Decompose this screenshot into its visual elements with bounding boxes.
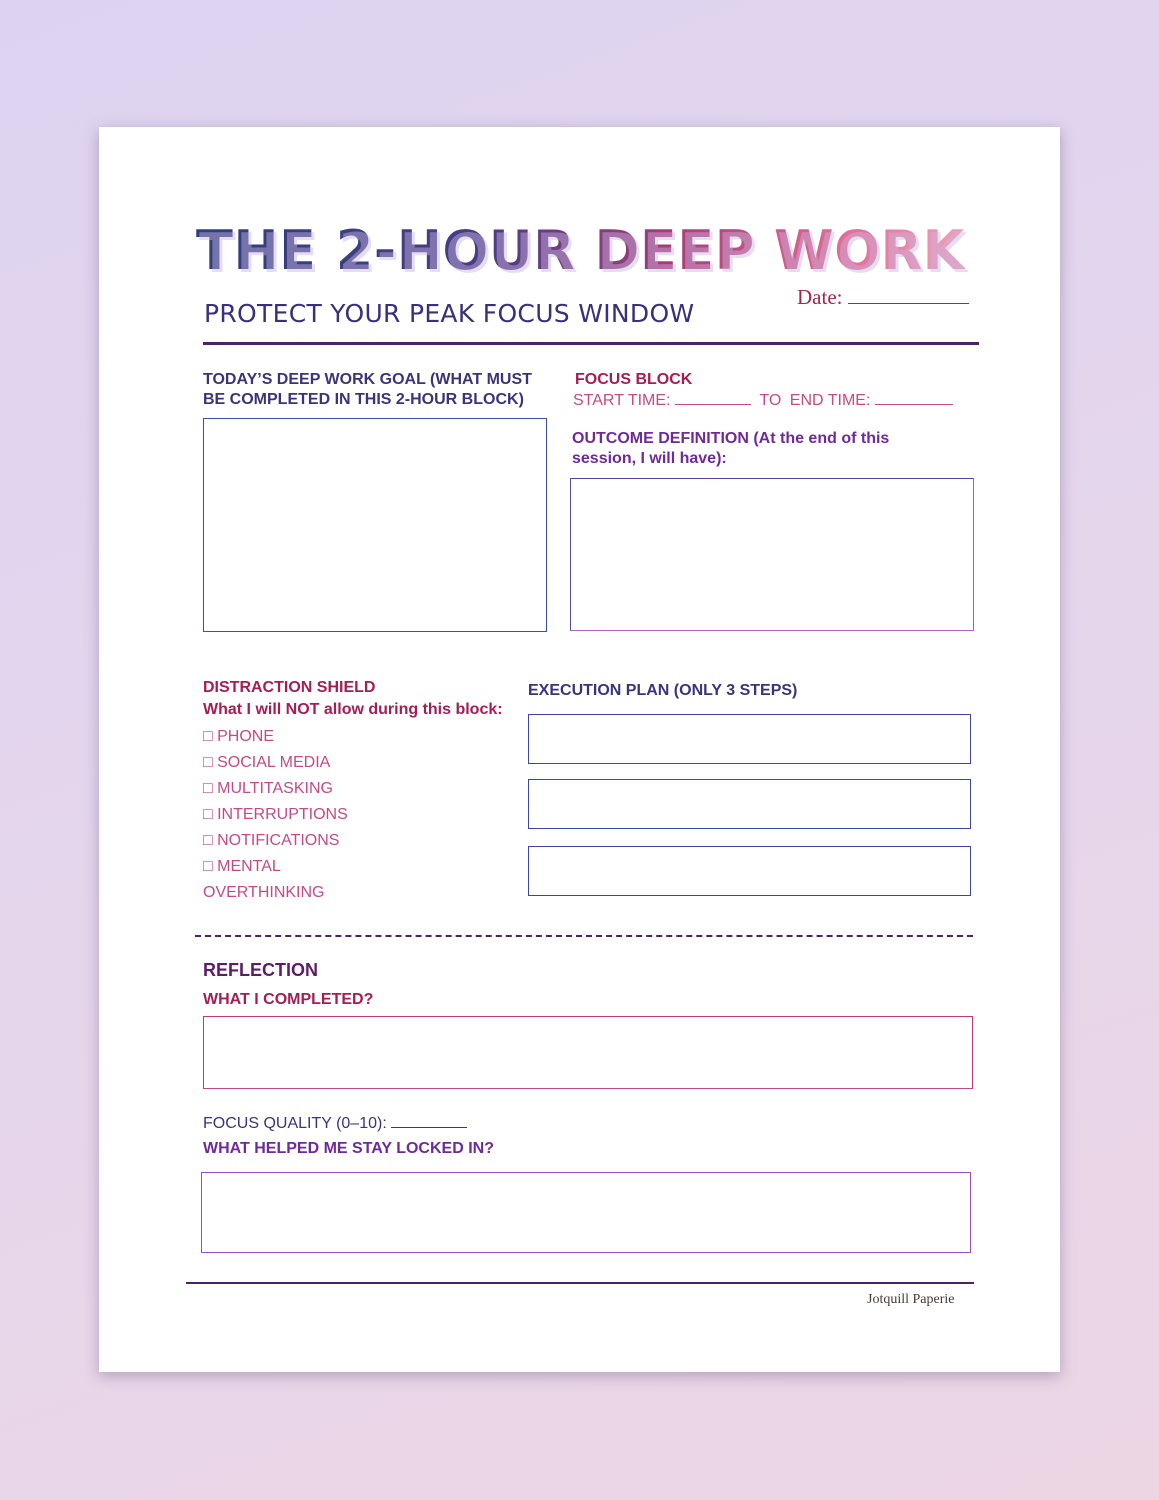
focus-block-label: FOCUS BLOCK	[575, 371, 693, 388]
step-3-box[interactable]	[528, 846, 971, 896]
list-item-continuation: OVERTHINKING	[203, 884, 325, 901]
focus-quality-blank[interactable]	[391, 1113, 467, 1128]
end-time-label: END TIME:	[789, 392, 871, 409]
start-time-label: START TIME:	[573, 392, 671, 409]
page-title: THE 2-HOUR DEEP WORK	[196, 219, 965, 282]
checkbox-social-media[interactable]: □ SOCIAL MEDIA	[203, 754, 331, 771]
end-time-blank[interactable]	[875, 390, 953, 405]
step-1-box[interactable]	[528, 714, 971, 764]
page-subtitle: PROTECT YOUR PEAK FOCUS WINDOW	[204, 299, 695, 328]
goal-box[interactable]	[203, 418, 547, 632]
completed-label: WHAT I COMPLETED?	[203, 991, 374, 1008]
outcome-label: OUTCOME DEFINITION (At the end of this session, I will have):	[572, 430, 890, 467]
distraction-label: DISTRACTION SHIELD	[203, 679, 376, 696]
checkbox-mental-overthinking[interactable]: □ MENTAL	[203, 858, 281, 875]
date-blank[interactable]	[848, 285, 969, 304]
date-field[interactable]	[797, 285, 969, 310]
footer-divider	[186, 1282, 974, 1284]
header-divider	[203, 342, 979, 345]
checkbox-interruptions[interactable]: □ INTERRUPTIONS	[203, 806, 348, 823]
focus-quality-field	[203, 1113, 467, 1133]
date-label: Date:	[797, 285, 843, 309]
start-time-blank[interactable]	[675, 390, 751, 405]
completed-box[interactable]	[203, 1016, 973, 1089]
reflection-title: REFLECTION	[203, 960, 318, 980]
focus-block-times	[573, 390, 953, 410]
checkbox-notifications[interactable]: □ NOTIFICATIONS	[203, 832, 340, 849]
outcome-box[interactable]	[570, 478, 974, 631]
helped-box[interactable]	[201, 1172, 971, 1253]
distraction-list	[203, 724, 348, 906]
section-divider	[195, 935, 973, 937]
to-label: TO	[759, 392, 782, 409]
helped-label: WHAT HELPED ME STAY LOCKED IN?	[203, 1140, 494, 1157]
execution-label: EXECUTION PLAN (ONLY 3 STEPS)	[528, 682, 798, 699]
step-2-box[interactable]	[528, 779, 971, 829]
brand-name: Jotquill Paperie	[867, 1292, 955, 1307]
checkbox-multitasking[interactable]: □ MULTITASKING	[203, 780, 333, 797]
goal-label: TODAY’S DEEP WORK GOAL (WHAT MUST BE COMPLETED IN THIS 2-HOUR BLOCK)	[203, 371, 532, 408]
distraction-sublabel: What I will NOT allow during this block:	[203, 701, 503, 718]
checkbox-phone[interactable]: □ PHONE	[203, 728, 275, 745]
planner-page	[99, 127, 1060, 1372]
focus-quality-label: FOCUS QUALITY (0–10):	[203, 1115, 387, 1132]
